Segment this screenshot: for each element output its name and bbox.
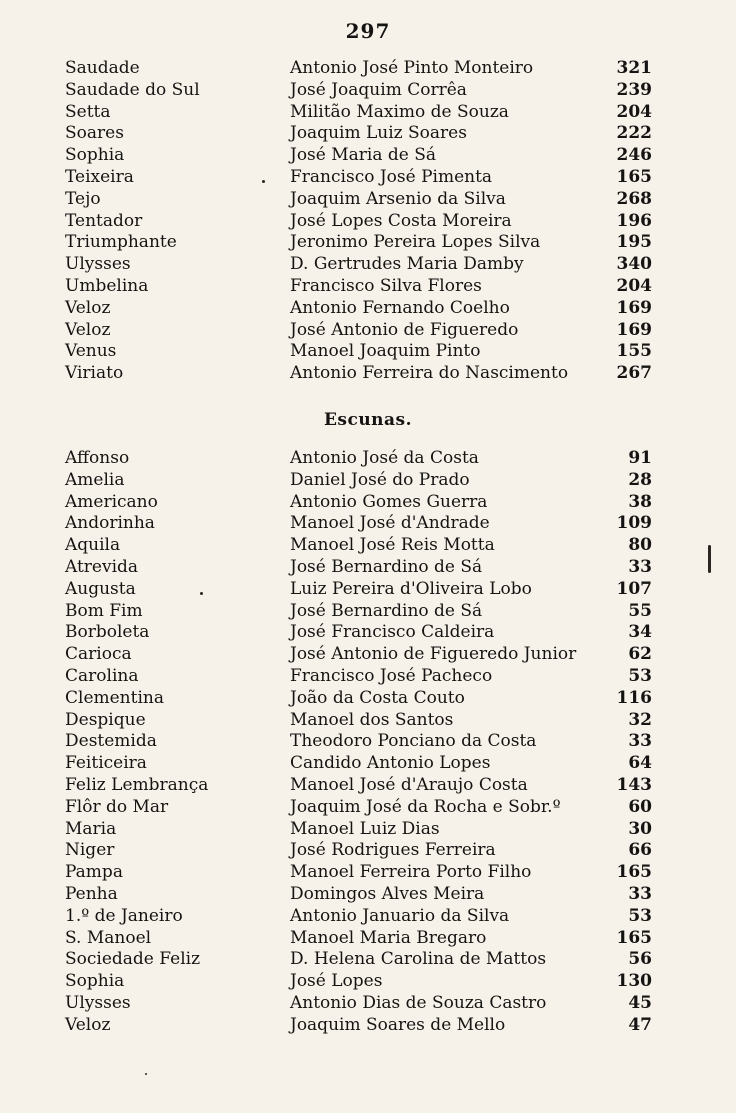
vessel-name: Feliz Lembrança: [65, 774, 209, 795]
tonnage-value: 109: [616, 513, 652, 534]
table-row: [0, 579, 736, 601]
vessel-name: Carolina: [65, 665, 139, 686]
tonnage-value: 60: [628, 796, 652, 817]
tonnage-value: 80: [628, 535, 652, 556]
table-row: [0, 601, 736, 623]
vessel-name: Sociedade Feliz: [65, 949, 201, 970]
table-row: [0, 448, 736, 470]
vessel-name: Veloz: [65, 1014, 111, 1035]
vessel-list-escunas: [0, 448, 736, 1037]
vessel-name: Andorinha: [65, 513, 155, 534]
owner-name: Antonio Dias de Souza Castro: [290, 992, 547, 1013]
table-row: [0, 58, 736, 80]
vessel-name: Carioca: [65, 644, 132, 665]
tonnage-value: 165: [616, 927, 652, 948]
owner-name: Joaquim José da Rocha e Sobr.º: [290, 796, 561, 817]
vessel-name: Sophia: [65, 145, 125, 166]
tonnage-value: 239: [616, 79, 652, 100]
table-row: [0, 80, 736, 102]
table-row: [0, 211, 736, 233]
owner-name: Manoel José d'Andrade: [290, 513, 490, 534]
table-row: [0, 535, 736, 557]
tonnage-value: 64: [628, 753, 652, 774]
table-row: [0, 363, 736, 385]
vessel-name: Maria: [65, 818, 117, 839]
vessel-name: Soares: [65, 123, 124, 144]
vessel-name: Umbelina: [65, 275, 149, 296]
vessel-name: Niger: [65, 840, 115, 861]
vessel-name: Teixeira: [65, 166, 134, 187]
table-row: [0, 145, 736, 167]
tonnage-value: 267: [616, 363, 652, 384]
tonnage-value: 33: [628, 731, 652, 752]
owner-name: Manoel Maria Bregaro: [290, 927, 487, 948]
section-heading-escunas: Escunas.: [323, 410, 413, 430]
tonnage-value: 165: [616, 862, 652, 883]
owner-name: José Bernardino de Sá: [290, 600, 483, 621]
vessel-name: Saudade do Sul: [65, 79, 200, 100]
owner-name: Manoel Joaquim Pinto: [290, 341, 481, 362]
owner-name: Antonio Fernando Coelho: [290, 297, 510, 318]
vessel-name: Tentador: [65, 210, 143, 231]
owner-name: Jeronimo Pereira Lopes Silva: [290, 232, 541, 253]
ink-speck: [145, 1073, 147, 1075]
vessel-name: Setta: [65, 101, 111, 122]
owner-name: Antonio José da Costa: [290, 448, 479, 468]
tonnage-value: 47: [628, 1014, 652, 1035]
owner-name: Daniel José do Prado: [290, 469, 470, 490]
table-row: [0, 971, 736, 993]
tonnage-value: 246: [616, 145, 652, 166]
table-row: [0, 862, 736, 884]
tonnage-value: 204: [616, 101, 652, 122]
tonnage-value: 222: [616, 123, 652, 144]
table-row: [0, 906, 736, 928]
vessel-name: Saudade: [65, 58, 140, 78]
tonnage-value: 32: [628, 709, 652, 730]
table-row: [0, 688, 736, 710]
owner-name: Antonio Januario da Silva: [290, 905, 510, 926]
owner-name: Candido Antonio Lopes: [290, 753, 491, 774]
vessel-name: Amelia: [65, 469, 125, 490]
table-row: [0, 341, 736, 363]
table-row: [0, 254, 736, 276]
vessel-name: Penha: [65, 883, 118, 904]
vessel-name: Tejo: [65, 188, 101, 209]
tonnage-value: 30: [628, 818, 652, 839]
owner-name: Manoel Ferreira Porto Filho: [290, 862, 532, 883]
tonnage-value: 107: [616, 578, 652, 599]
vessel-name: Veloz: [65, 319, 111, 340]
tonnage-value: 204: [616, 275, 652, 296]
tonnage-value: 195: [616, 232, 652, 253]
table-row: [0, 513, 736, 535]
ink-speck: [708, 545, 711, 573]
vessel-name: 1.º de Janeiro: [65, 905, 183, 926]
vessel-name: Viriato: [65, 363, 124, 384]
tonnage-value: 28: [628, 469, 652, 490]
tonnage-value: 33: [628, 556, 652, 577]
ink-speck: [262, 180, 265, 183]
tonnage-value: 130: [616, 971, 652, 992]
table-row: [0, 666, 736, 688]
table-row: [0, 622, 736, 644]
owner-name: José Francisco Caldeira: [290, 622, 495, 643]
owner-name: Luiz Pereira d'Oliveira Lobo: [290, 578, 532, 599]
table-row: [0, 276, 736, 298]
table-row: [0, 710, 736, 732]
tonnage-value: 165: [616, 166, 652, 187]
tonnage-value: 56: [628, 949, 652, 970]
vessel-name: Americano: [65, 491, 158, 512]
table-row: [0, 123, 736, 145]
vessel-name: S. Manoel: [65, 927, 152, 948]
table-row: [0, 1015, 736, 1037]
vessel-name: Atrevida: [65, 556, 139, 577]
table-row: [0, 557, 736, 579]
owner-name: Domingos Alves Meira: [290, 883, 485, 904]
owner-name: José Lopes: [290, 971, 383, 992]
owner-name: Militão Maximo de Souza: [290, 101, 509, 122]
tonnage-value: 116: [616, 687, 652, 708]
table-row: [0, 928, 736, 950]
tonnage-value: 169: [616, 297, 652, 318]
owner-name: Joaquim Luiz Soares: [290, 123, 467, 144]
tonnage-value: 53: [628, 665, 652, 686]
tonnage-value: 91: [628, 448, 652, 468]
vessel-name: Bom Fim: [65, 600, 143, 621]
table-row: [0, 167, 736, 189]
vessel-name: Aquila: [65, 535, 121, 556]
tonnage-value: 45: [628, 992, 652, 1013]
table-row: [0, 102, 736, 124]
table-row: [0, 492, 736, 514]
table-row: [0, 470, 736, 492]
table-row: [0, 731, 736, 753]
table-row: [0, 884, 736, 906]
tonnage-value: 143: [616, 774, 652, 795]
table-row: [0, 298, 736, 320]
owner-name: Theodoro Ponciano da Costa: [290, 731, 537, 752]
table-row: [0, 753, 736, 775]
tonnage-value: 66: [628, 840, 652, 861]
tonnage-value: 155: [616, 341, 652, 362]
vessel-name: Despique: [65, 709, 146, 730]
table-row: [0, 232, 736, 254]
owner-name: Antonio Ferreira do Nascimento: [290, 363, 569, 384]
owner-name: José Maria de Sá: [290, 145, 437, 166]
tonnage-value: 340: [616, 254, 652, 275]
vessel-name: Triumphante: [65, 232, 177, 253]
tonnage-value: 33: [628, 883, 652, 904]
vessel-name: Affonso: [65, 448, 130, 468]
tonnage-value: 38: [628, 491, 652, 512]
owner-name: José Lopes Costa Moreira: [290, 210, 512, 231]
table-row: [0, 644, 736, 666]
owner-name: Francisco José Pimenta: [290, 166, 493, 187]
vessel-name: Borboleta: [65, 622, 150, 643]
owner-name: Joaquim Soares de Mello: [290, 1014, 506, 1035]
owner-name: Manoel José Reis Motta: [290, 535, 495, 556]
owner-name: José Antonio de Figueredo Junior: [290, 644, 577, 665]
vessel-list-navios: [0, 58, 736, 385]
vessel-name: Ulysses: [65, 254, 131, 275]
owner-name: Francisco José Pacheco: [290, 665, 493, 686]
vessel-name: Pampa: [65, 862, 123, 883]
owner-name: José Bernardino de Sá: [290, 556, 483, 577]
owner-name: Manoel Luiz Dias: [290, 818, 440, 839]
tonnage-value: 62: [628, 644, 652, 665]
owner-name: D. Gertrudes Maria Damby: [290, 254, 524, 275]
vessel-name: Clementina: [65, 687, 164, 708]
table-row: [0, 819, 736, 841]
tonnage-value: 268: [616, 188, 652, 209]
vessel-name: Destemida: [65, 731, 157, 752]
owner-name: Antonio José Pinto Monteiro: [290, 58, 534, 78]
vessel-name: Venus: [65, 341, 117, 362]
vessel-name: Ulysses: [65, 992, 131, 1013]
table-row: [0, 797, 736, 819]
ink-speck: [200, 592, 203, 595]
tonnage-value: 321: [616, 58, 652, 78]
vessel-name: Veloz: [65, 297, 111, 318]
table-row: [0, 993, 736, 1015]
tonnage-value: 34: [628, 622, 652, 643]
table-row: [0, 189, 736, 211]
tonnage-value: 169: [616, 319, 652, 340]
owner-name: Antonio Gomes Guerra: [290, 491, 488, 512]
owner-name: Francisco Silva Flores: [290, 275, 482, 296]
owner-name: D. Helena Carolina de Mattos: [290, 949, 547, 970]
owner-name: Joaquim Arsenio da Silva: [290, 188, 506, 209]
owner-name: Manoel José d'Araujo Costa: [290, 774, 528, 795]
table-row: [0, 320, 736, 342]
tonnage-value: 196: [616, 210, 652, 231]
owner-name: João da Costa Couto: [290, 687, 465, 708]
table-row: [0, 775, 736, 797]
vessel-name: Feiticeira: [65, 753, 147, 774]
tonnage-value: 55: [628, 600, 652, 621]
page-number: 297: [345, 19, 391, 43]
owner-name: José Antonio de Figueredo: [290, 319, 519, 340]
vessel-name: Flôr do Mar: [65, 796, 169, 817]
owner-name: José Rodrigues Ferreira: [290, 840, 496, 861]
table-row: [0, 840, 736, 862]
vessel-name: Sophia: [65, 971, 125, 992]
owner-name: Manoel dos Santos: [290, 709, 454, 730]
tonnage-value: 53: [628, 905, 652, 926]
owner-name: José Joaquim Corrêa: [290, 79, 467, 100]
table-row: [0, 949, 736, 971]
vessel-name: Augusta: [65, 578, 136, 599]
